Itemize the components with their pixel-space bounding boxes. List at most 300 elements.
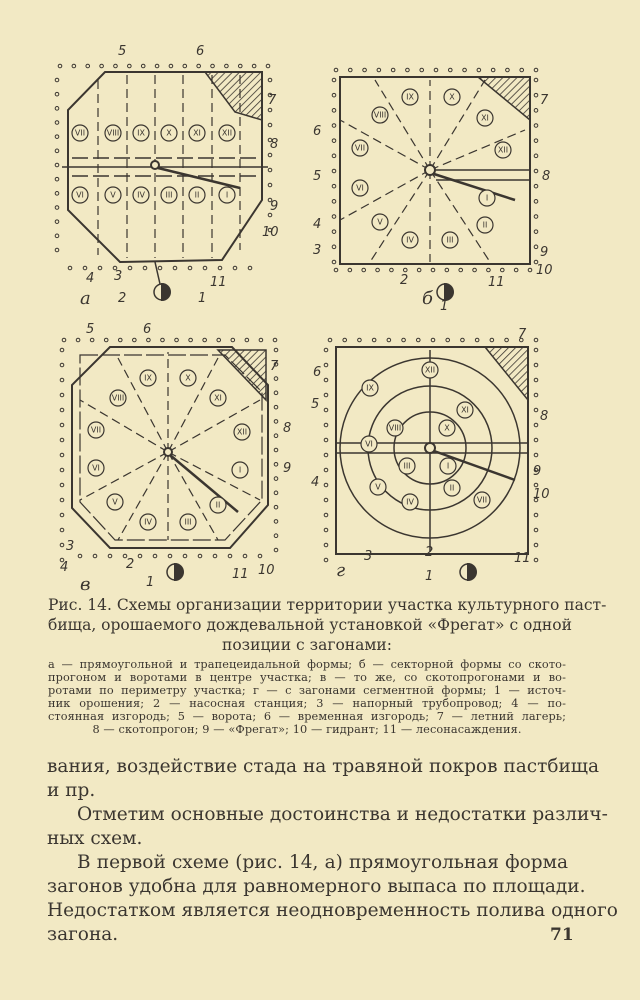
paddock-numeral [402, 232, 418, 248]
paddock-numeral [352, 140, 368, 156]
tree-dot [332, 200, 336, 204]
paddock-numeral-label: III [403, 461, 411, 471]
tree-dot [158, 266, 162, 270]
paddock-numeral-label: XI [481, 113, 489, 123]
paddock-numeral [180, 370, 196, 386]
tree-dot [268, 153, 272, 157]
paddock-numeral-label: VI [365, 439, 373, 449]
tree-dot [268, 183, 272, 187]
callout-number: 11 [514, 551, 531, 566]
tree-dot [60, 513, 64, 517]
tree-dot [420, 68, 424, 72]
paddock-numeral [105, 125, 121, 141]
paddock-numeral [180, 514, 196, 530]
tree-dot [534, 200, 538, 204]
callout-number: 10 [533, 487, 550, 502]
tree-dot [324, 453, 328, 457]
paddock-numeral-label: II [215, 500, 221, 510]
callout-number: 1 [146, 575, 155, 590]
tree-dot [55, 177, 59, 181]
tree-dot [475, 338, 479, 342]
tree-dot [228, 554, 232, 558]
tree-dot [491, 68, 495, 72]
tree-dot [55, 192, 59, 196]
tree-dot [334, 68, 338, 72]
tree-dot [238, 64, 242, 68]
tree-dot [473, 268, 477, 272]
paddock-numeral [219, 125, 235, 141]
tree-dot [434, 68, 438, 72]
tree-dot [324, 498, 328, 502]
tree-dot [189, 338, 193, 342]
callout-number: 3 [364, 549, 373, 564]
callout-number: 6 [313, 124, 322, 139]
body-text-line: вания, воздействие стада на травяной покров пастбища [47, 756, 600, 777]
tree-dot [203, 266, 207, 270]
paddock-numeral-label: II [482, 220, 488, 230]
tree-dot [274, 520, 278, 524]
tree-dot [274, 448, 278, 452]
tree-dot [520, 68, 524, 72]
tree-dot [274, 434, 278, 438]
tree-dot [68, 266, 72, 270]
body-text-line: Отметим основные достоинства и недостатки различ- [77, 804, 608, 825]
paddock-numeral [495, 142, 511, 158]
paddock-numeral [210, 390, 226, 406]
tree-dot [128, 266, 132, 270]
paddock-numeral [133, 187, 149, 203]
callout-number: 4 [311, 475, 320, 490]
tree-dot [514, 268, 518, 272]
tree-dot [268, 78, 272, 82]
tree-dot [332, 139, 336, 143]
callout-number: 9 [283, 461, 292, 476]
callout-number: 2 [118, 291, 127, 306]
callout-number: 4 [86, 271, 95, 286]
tree-dot [268, 123, 272, 127]
tree-dot [446, 338, 450, 342]
callout-number: 10 [262, 225, 279, 240]
paddock-numeral-label: VI [356, 183, 364, 193]
paddock-numeral-label: III [184, 517, 192, 527]
paddock-numeral [439, 420, 455, 436]
tree-dot [487, 268, 491, 272]
paddock-numeral-label: IV [137, 190, 145, 200]
paddock-numeral-label: IV [406, 235, 414, 245]
tree-dot [534, 68, 538, 72]
tree-dot [258, 554, 262, 558]
tree-dot [324, 558, 328, 562]
tree-dot [324, 468, 328, 472]
tree-dot [233, 266, 237, 270]
tree-dot [348, 268, 352, 272]
tree-dot [218, 266, 222, 270]
tree-dot [534, 245, 538, 249]
tree-dot [78, 554, 82, 558]
tree-dot [155, 64, 159, 68]
paddock-numeral [422, 362, 438, 378]
tree-dot [60, 453, 64, 457]
paddock-numeral-label: VII [354, 143, 366, 153]
tree-dot [197, 64, 201, 68]
tree-dot [332, 154, 336, 158]
panel-letter: в [80, 574, 91, 595]
paddock-numeral [88, 460, 104, 476]
tree-dot [55, 206, 59, 210]
panel-letter: б [422, 288, 433, 309]
paddock-numeral-label: VI [76, 190, 84, 200]
tree-dot [332, 109, 336, 113]
tree-dot [534, 363, 538, 367]
paddock-numeral [110, 390, 126, 406]
paddock-numeral [479, 190, 495, 206]
callout-number: 2 [400, 273, 409, 288]
paddock-numeral-label: XI [214, 393, 222, 403]
tree-dot [274, 462, 278, 466]
tree-dot [133, 338, 137, 342]
paddock-numeral-label: V [377, 217, 383, 227]
tree-dot [534, 408, 538, 412]
tree-dot [506, 68, 510, 72]
tree-dot [332, 230, 336, 234]
paddock-numeral [402, 89, 418, 105]
paddock-numeral [140, 514, 156, 530]
tree-dot [55, 149, 59, 153]
paddock-numeral [352, 180, 368, 196]
tree-dot [391, 68, 395, 72]
paddock-numeral [88, 422, 104, 438]
tree-dot [55, 121, 59, 125]
paddock-numeral [133, 125, 149, 141]
callout-number: 8 [542, 169, 551, 184]
callout-number: 11 [488, 275, 505, 290]
tree-dot [138, 554, 142, 558]
tree-dot [324, 363, 328, 367]
callout-number: 4 [60, 560, 69, 575]
paddock-numeral [234, 424, 250, 440]
tree-dot [445, 268, 449, 272]
tree-dot [534, 338, 538, 342]
tree-dot [58, 64, 62, 68]
tree-dot [274, 420, 278, 424]
callout-number: 3 [313, 243, 322, 258]
figure-legend-line: ротами по периметру участка; г — с загонами сегментной формы; 1 — источ- [48, 684, 566, 697]
tree-dot [332, 184, 336, 188]
paddock-numeral [72, 187, 88, 203]
callout-number: 8 [270, 137, 279, 152]
callout-number: 3 [114, 269, 123, 284]
tree-dot [324, 438, 328, 442]
tree-dot [248, 266, 252, 270]
paddock-numeral [107, 494, 123, 510]
tree-dot [60, 543, 64, 547]
paddock-numeral-label: IX [406, 92, 414, 102]
tree-dot [417, 268, 421, 272]
tree-dot [161, 338, 165, 342]
tree-dot [60, 528, 64, 532]
paddock-numeral-label: VI [92, 463, 100, 473]
figure-legend-line: ник орошения; 2 — насосная станция; 3 — напорный трубопровод; 4 — по- [48, 697, 566, 710]
tree-dot [274, 405, 278, 409]
paddock-numeral-label: VIII [106, 128, 120, 138]
tree-dot [153, 554, 157, 558]
tree-dot [534, 348, 538, 352]
paddock-numeral-label: I [238, 465, 242, 475]
paddock-numeral [362, 380, 378, 396]
paddock-numeral [440, 458, 456, 474]
tree-dot [60, 438, 64, 442]
tree-dot [332, 93, 336, 97]
tree-dot [534, 93, 538, 97]
tree-dot [55, 135, 59, 139]
tree-dot [55, 163, 59, 167]
paddock-numeral [140, 370, 156, 386]
paddock-numeral-label: X [444, 423, 450, 433]
callout-number: 7 [270, 359, 279, 374]
tree-dot [534, 154, 538, 158]
tree-dot [60, 363, 64, 367]
tree-dot [169, 64, 173, 68]
tree-dot [448, 68, 452, 72]
paddock-numeral-label: V [112, 497, 118, 507]
paddock-numeral [105, 187, 121, 203]
tree-dot [332, 215, 336, 219]
tree-dot [143, 266, 147, 270]
tree-dot [534, 543, 538, 547]
paddock-numeral-label: XI [193, 128, 201, 138]
tree-dot [274, 377, 278, 381]
tree-dot [334, 268, 338, 272]
paddock-numeral-label: II [449, 483, 455, 493]
paddock-numeral-label: VII [90, 425, 102, 435]
tree-dot [324, 528, 328, 532]
tree-dot [274, 505, 278, 509]
paddock-numeral [232, 462, 248, 478]
body-text-line: Недостатком является неодновременность полива одного [47, 900, 618, 921]
tree-dot [534, 215, 538, 219]
tree-dot [534, 378, 538, 382]
tree-dot [243, 554, 247, 558]
panel-letter: г [336, 560, 346, 581]
tree-dot [108, 554, 112, 558]
tree-dot [60, 393, 64, 397]
tree-dot [390, 268, 394, 272]
paddock-numeral [210, 497, 226, 513]
tree-dot [431, 338, 435, 342]
paddock-numeral-label: IV [406, 497, 414, 507]
paddock-numeral-label: VIII [111, 393, 125, 403]
paddock-numeral [477, 110, 493, 126]
tree-dot [324, 483, 328, 487]
tree-dot [100, 64, 104, 68]
tree-dot [332, 260, 336, 264]
callout-number: 9 [540, 245, 549, 260]
paddock-numeral [399, 458, 415, 474]
tree-dot [376, 268, 380, 272]
tree-dot [72, 64, 76, 68]
tree-dot [104, 338, 108, 342]
callout-number: 1 [198, 291, 207, 306]
tree-dot [406, 68, 410, 72]
tree-dot [534, 453, 538, 457]
page-number: 71 [550, 925, 574, 945]
tree-dot [324, 423, 328, 427]
body-text-line: загонов удобна для равномерного выпаса по площади. [47, 876, 586, 897]
body-text-line: загона. [47, 924, 119, 945]
tree-dot [183, 554, 187, 558]
tree-dot [324, 408, 328, 412]
tree-dot [188, 266, 192, 270]
tree-dot [198, 554, 202, 558]
tree-dot [534, 169, 538, 173]
callout-labels [60, 44, 553, 595]
tree-dot [328, 338, 332, 342]
paddock-numeral-label: X [185, 373, 191, 383]
paddock-numeral-label: XI [461, 405, 469, 415]
tree-dot [55, 234, 59, 238]
tree-dot [60, 408, 64, 412]
callout-number: 4 [313, 217, 322, 232]
callout-number: 10 [536, 263, 553, 278]
paddock-numeral [189, 125, 205, 141]
tree-dot [274, 391, 278, 395]
tree-dot [60, 423, 64, 427]
callout-number: 10 [258, 563, 275, 578]
tree-dot [266, 64, 270, 68]
tree-dot [55, 107, 59, 111]
tree-dot [62, 338, 66, 342]
figure-legend-line: стоянная изгородь; 5 — ворота; 6 — временная изгородь; 7 — летний лагерь; [48, 710, 566, 723]
tree-dot [55, 220, 59, 224]
tree-dot [534, 184, 538, 188]
tree-dot [459, 268, 463, 272]
paddock-numeral-label: VIII [388, 423, 402, 433]
tree-dot [60, 498, 64, 502]
paddock-numeral [372, 107, 388, 123]
tree-dot [431, 268, 435, 272]
paddock-numeral [72, 125, 88, 141]
tree-dot [403, 268, 407, 272]
callout-number: 1 [425, 569, 434, 584]
tree-dot [534, 513, 538, 517]
tree-dot [231, 338, 235, 342]
tree-dot [377, 68, 381, 72]
tree-dot [252, 64, 256, 68]
tree-dot [477, 68, 481, 72]
paddock-numeral-label: VII [476, 495, 488, 505]
paddock-numeral-label: V [375, 482, 381, 492]
tree-dot [324, 543, 328, 547]
paddock-numeral [444, 89, 460, 105]
callout-number: 6 [196, 44, 205, 59]
callout-number: 6 [143, 322, 152, 337]
tree-dot [268, 108, 272, 112]
panel-letter: а [80, 288, 91, 309]
tree-dot [55, 92, 59, 96]
tree-dot [60, 468, 64, 472]
figure-caption-line: бища, орошаемого дождевальной установкой «Фрегат» с одной [48, 616, 572, 634]
callout-number: 7 [540, 93, 549, 108]
paddock-numeral [387, 420, 403, 436]
tree-dot [358, 338, 362, 342]
tree-dot [372, 338, 376, 342]
paddock-numeral-label: XII [221, 128, 233, 138]
paddock-numeral-label: III [165, 190, 173, 200]
callout-number: 9 [533, 464, 542, 479]
tree-dot [175, 338, 179, 342]
paddock-numeral-label: IX [144, 373, 152, 383]
callout-number: 5 [86, 322, 95, 337]
body-text-line: и пр. [47, 780, 96, 801]
tree-dot [118, 338, 122, 342]
paddock-numeral [161, 187, 177, 203]
tree-dot [348, 68, 352, 72]
tree-dot [324, 393, 328, 397]
tree-dot [387, 338, 391, 342]
tree-dot [402, 338, 406, 342]
tree-dot [203, 338, 207, 342]
paddock-numeral [361, 436, 377, 452]
tree-dot [534, 423, 538, 427]
figure-caption-line: позиции с загонами: [222, 636, 392, 654]
figure-caption-line: Рис. 14. Схемы организации территории участка культурного паст- [48, 596, 607, 614]
tree-dot [168, 554, 172, 558]
figure-legend-line: 8 — скотопрогон; 9 — «Фрегат»; 10 — гидрант; 11 — лесонасаждения. [92, 723, 522, 736]
tree-dot [173, 266, 177, 270]
paddock-numeral [457, 402, 473, 418]
callout-number: 5 [118, 44, 127, 59]
callout-number: 3 [66, 539, 75, 554]
paddock-numeral [189, 187, 205, 203]
tree-dot [141, 64, 145, 68]
callout-number: 7 [268, 93, 277, 108]
callout-number: 6 [313, 365, 322, 380]
callout-number: 1 [440, 299, 449, 314]
tree-dot [534, 558, 538, 562]
paddock-numeral-label: VIII [373, 110, 387, 120]
tree-dot [83, 266, 87, 270]
tree-dot [534, 139, 538, 143]
paddock-numeral [402, 494, 418, 510]
tree-dot [55, 78, 59, 82]
tree-dot [98, 266, 102, 270]
callout-number: 11 [210, 275, 227, 290]
callout-number: 7 [518, 327, 527, 342]
tree-dot [274, 491, 278, 495]
tree-dot [324, 513, 328, 517]
tree-dot [217, 338, 221, 342]
tree-dot [259, 338, 263, 342]
paddock-numeral-label: XII [424, 365, 436, 375]
tree-dot [76, 338, 80, 342]
paddock-numeral-label: III [446, 235, 454, 245]
tree-dot [114, 64, 118, 68]
paddock-numeral-label: XII [236, 427, 248, 437]
paddock-numeral-label: IX [137, 128, 145, 138]
tree-dot [332, 245, 336, 249]
tree-dot [461, 338, 465, 342]
body-text-line: ных схем. [47, 828, 143, 849]
paddock-numeral [161, 125, 177, 141]
paddock-numeral-label: XII [497, 145, 509, 155]
tree-dot [332, 78, 336, 82]
tree-dot [324, 348, 328, 352]
tree-dot [55, 248, 59, 252]
tree-dot [343, 338, 347, 342]
tree-dot [505, 338, 509, 342]
tree-dot [90, 338, 94, 342]
paddock-numeral-label: IV [144, 517, 152, 527]
